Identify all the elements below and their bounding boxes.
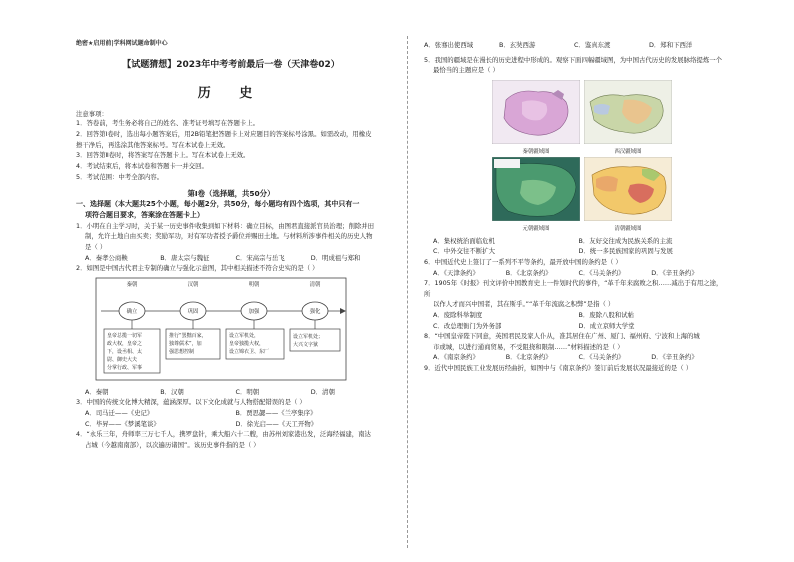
desc-line: 皇帝独揽大权，	[229, 340, 265, 347]
option-c[interactable]: C．《马关条约》	[578, 268, 625, 277]
desc-line: 独尊儒术”，加	[169, 340, 202, 347]
question-stem: 市或城，以进行通商贸易，不受阻挠和限制……”材料描述的是（ ）	[433, 342, 624, 351]
note-item: 5．考试范围：中考全部内容。	[76, 172, 164, 181]
option-a[interactable]: A．司马迁——《史记》	[85, 408, 154, 417]
question-8	[424, 331, 724, 363]
question-stem: 5．我国的疆域是在漫长的历史进程中形成的。观察下面四幅疆域图，为中国古代历史的发展脉络提炼一个	[424, 55, 723, 64]
option-c[interactable]: C．中外交往不断扩大	[433, 247, 495, 256]
options	[76, 387, 386, 398]
stage-label: 巩固	[187, 308, 199, 315]
question-5	[424, 55, 724, 257]
question-stem: 7．1905年《时报》刊文评价中国教育史上一件划时代的事件，“革千年来腐败之积……减出于有用之途，所	[424, 279, 723, 298]
exam-title: 【试题猜想】2023年中考考前最后一卷（天津卷02）	[122, 60, 340, 70]
map-caption: 秦朝疆域图	[522, 148, 550, 155]
question-stem: 1．小明在自主学习时，关于某一历史事件收集到如下材料：确立目标，由图君直接派官员治理；削除并田	[76, 221, 375, 230]
desc-line: 设立锦衣卫、东厂	[229, 348, 270, 355]
desc-line: 皇帝总揽一切军	[107, 332, 143, 339]
question-4	[76, 429, 386, 450]
map-yuan	[492, 157, 580, 234]
desc-line: 强思想控制	[169, 348, 195, 355]
map-qin	[492, 80, 580, 157]
note-item: 4．考试结束后，将本试卷和答题卡一并交回。	[76, 162, 208, 171]
column-divider	[407, 36, 408, 548]
era-label: 明朝	[248, 281, 260, 288]
option-a[interactable]: A．集权统治面临危机	[433, 236, 495, 245]
stage-label: 加强	[248, 308, 260, 315]
map-caption: 清朝疆域图	[614, 225, 642, 232]
option-a[interactable]: A．《南京条约》	[433, 353, 479, 362]
stage-label: 强化	[309, 308, 321, 315]
map-caption: 元朝疆域图	[522, 225, 550, 232]
diagram-svg	[76, 277, 376, 381]
options	[424, 310, 724, 331]
option-b[interactable]: B．汉朝	[160, 387, 184, 396]
question-1	[76, 221, 386, 263]
question-7	[424, 278, 724, 331]
right-column	[424, 38, 724, 374]
part1-heading: 第Ⅰ卷（选择题，共50分）	[187, 188, 275, 198]
desc-line: 大兴文字狱	[293, 341, 319, 348]
map-western-han	[584, 80, 672, 157]
question-stem: 9．近代中国民族工业发展历经曲折，如图中与《南京条约》签订前后发展状况最接近的是（ ）	[424, 363, 693, 372]
confidential-tag: 绝密★启用前|学科网试题命制中心	[76, 40, 168, 47]
era-label: 汉朝	[187, 281, 199, 288]
option-c[interactable]: C．《马关条约》	[578, 353, 625, 362]
option-a[interactable]: A．秦孝公商鞅	[85, 253, 128, 262]
options	[424, 268, 724, 279]
desc-line: 分掌行政、军事	[107, 364, 143, 371]
map-qing	[584, 157, 672, 234]
autocracy-diagram	[76, 277, 386, 385]
option-b[interactable]: B．《北京条约》	[505, 268, 552, 277]
note-item: 2．回答第Ⅰ卷时，选出每小题答案后，用2B铅笔把答题卡上对应题目的答案标号涂黑。如需改动，用橡皮	[76, 129, 372, 138]
note-item: 3．回答第Ⅱ卷时，将答案写在答题卡上。写在本试卷上无效。	[76, 151, 250, 160]
desc-line: 下，设丞相、太	[107, 348, 143, 355]
notes-heading: 注意事项：	[76, 110, 108, 118]
question-9	[424, 363, 724, 374]
dynasty-maps	[492, 80, 672, 234]
question-stem: 最恰当的主题应是（ ）	[433, 66, 499, 75]
section1-line: 一、选择题（本大题共25个小题，每小题2分，共50分，每小题均有四个选项，其中只有一	[76, 199, 360, 208]
options	[424, 352, 724, 363]
qing-map-image	[584, 157, 672, 221]
desc-line: 设立军机处；	[293, 333, 324, 340]
map-caption: 西汉疆域图	[614, 148, 642, 155]
era-label: 清朝	[309, 281, 321, 288]
option-d[interactable]: D．徐光启——《天工开物》	[235, 419, 318, 428]
question-6	[424, 257, 724, 278]
desc-line: 推行“罢黜百家，	[169, 332, 207, 339]
han-map-image	[584, 80, 672, 144]
option-d[interactable]: D．《辛丑条约》	[651, 353, 698, 362]
option-a[interactable]: A．废除科举制度	[433, 310, 483, 319]
option-c[interactable]: C．明朝	[235, 387, 260, 396]
question-stem: 以作人才而兴中国者，其在斯乎。”“革千年流腐之积弊”是指（ ）	[433, 300, 615, 309]
stage-label: 确立	[126, 308, 138, 315]
qin-map-image	[492, 80, 580, 144]
question-stem: 3．中国的传统文化博大精深，蕴涵深厚。以下文化成就与人物搭配错误的是（ ）	[76, 398, 306, 407]
option-d[interactable]: D．统一多民族国家的巩固与发展	[578, 247, 673, 256]
note-item: 擦干净后，再选涂其他答案标号。写在本试卷上无效。	[76, 140, 230, 149]
map-row	[492, 157, 672, 234]
section1-line: 项符合题目要求，答案涂在答题卡上）	[85, 210, 204, 219]
question-stem: 8．“中国皇帝陛下同意，英国君民及家人仆从，准其居住在广州、厦门、福州府、宁波和上海的城	[424, 332, 700, 341]
option-d[interactable]: D．郑和下西洋	[649, 41, 693, 49]
option-b[interactable]: B．贾思勰——《兰亭集序》	[235, 408, 317, 417]
option-a[interactable]: A．《天津条约》	[433, 268, 479, 277]
options	[424, 40, 724, 51]
question-stem: 是（ ）	[85, 242, 107, 251]
notes-list	[76, 118, 386, 183]
options	[76, 408, 386, 429]
era-label: 秦朝	[126, 281, 138, 288]
option-b[interactable]: B．《北京条约》	[505, 353, 552, 362]
option-d[interactable]: D．清朝	[310, 387, 335, 396]
desc-line: 尉、御史大夫	[107, 356, 138, 363]
subject-title: 历 史	[197, 86, 265, 101]
options	[424, 236, 724, 257]
option-b[interactable]: B．友好交往成为民族关系的主流	[578, 236, 673, 245]
left-column	[76, 38, 386, 450]
option-c[interactable]: C．毕昇——《梦溪笔谈》	[85, 419, 160, 428]
option-a[interactable]: A．张骞出使西域	[424, 41, 474, 49]
question-stem: 制，允许土地自由买卖；奖励军功，对有军功者授予爵位并赐田土地。与材料所涉事件相关的历史人物	[85, 232, 373, 241]
option-d[interactable]: D．成立京师大学堂	[578, 321, 635, 330]
option-d[interactable]: D．《辛丑条约》	[651, 268, 698, 277]
option-c[interactable]: C．宋高宗与岳飞	[235, 253, 285, 262]
option-c[interactable]: C．改总理衙门为外务部	[433, 321, 502, 330]
question-3	[76, 397, 386, 429]
note-item: 1．答卷前，考生务必将自己的姓名、准考证号填写在答题卡上。	[76, 119, 260, 127]
option-b[interactable]: B．唐太宗与魏征	[160, 253, 210, 262]
question-stem: 占城（今越南南部），以次遍历诸国”。该历史事件指的是（ ）	[85, 440, 260, 449]
yuan-map-image	[492, 157, 580, 221]
question-2	[76, 263, 386, 397]
option-d[interactable]: D．明成祖与郑和	[310, 253, 361, 262]
section1-heading	[76, 199, 386, 221]
question-stem: 2．如图是中国古代君主专制的确立与强化示意图，其中相关描述不符合史实的是（ ）	[76, 264, 319, 273]
option-b[interactable]: B．玄奘西游	[499, 41, 536, 49]
option-b[interactable]: B．废除八股和试帖	[578, 310, 635, 319]
map-row	[492, 80, 672, 157]
question-stem: 4．“永乐三年，舟师率三万七千人，携罗盘针，乘大船六十二艘，由苏州刘家港出发，泛海经福建，南达	[76, 430, 371, 439]
options	[76, 253, 386, 264]
option-a[interactable]: A．秦朝	[85, 387, 109, 396]
desc-line: 政大权，皇帝之	[107, 340, 143, 347]
option-c[interactable]: C．鉴真东渡	[574, 41, 611, 49]
question-stem: 6．中国近代史上签订了一系列不平等条约，最开放中国的条约是（ ）	[424, 257, 622, 266]
desc-line: 设立军机处，	[229, 332, 260, 339]
